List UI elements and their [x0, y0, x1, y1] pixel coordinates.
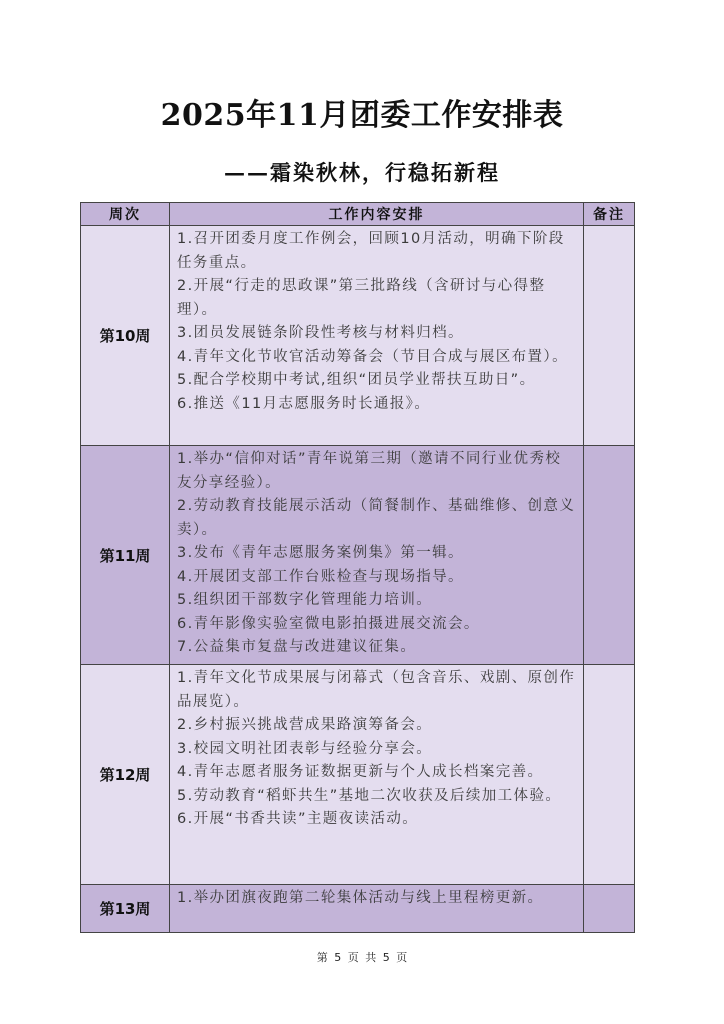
content-cell: [170, 885, 584, 933]
list-item: 2.劳动教育技能展示活动（简餐制作、基础维修、创意义卖）。: [177, 498, 576, 538]
list-item: 7.公益集市复盘与改进建议征集。: [177, 639, 417, 655]
list-item: 4.青年文化节收官活动筹备会（节目合成与展区布置）。: [177, 348, 568, 365]
table-row: [81, 226, 635, 446]
header-content: 工作内容安排: [170, 203, 584, 226]
notes-cell: [584, 446, 635, 665]
list-item: 3.发布《青年志愿服务案例集》第一辑。: [177, 545, 464, 561]
list-item: 6.推送《11月志愿服务时长通报》。: [177, 395, 431, 412]
list-item: 6.青年影像实验室微电影拍摄进展交流会。: [177, 615, 480, 632]
list-item: 3.校园文明社团表彰与经验分享会。: [177, 740, 433, 757]
table-header-row: [81, 203, 635, 226]
list-item: 5.配合学校期中考试,组织“团员学业帮扶互助日”。: [177, 372, 536, 388]
document-subtitle: ——霜染秋林，行稳拓新程: [224, 160, 500, 185]
notes-cell: [584, 226, 635, 446]
week-label: 第10周: [81, 226, 170, 446]
list-item: 2.乡村振兴挑战营成果路演筹备会。: [177, 717, 433, 733]
page-footer: 第 5 页 共 5 页: [316, 951, 408, 964]
list-item: 1.召开团委月度工作例会，回顾10月活动，明确下阶段任务重点。: [177, 231, 565, 271]
list-item: 1.举办团旗夜跑第二轮集体活动与线上里程榜更新。: [177, 890, 544, 906]
week-label: 第13周: [81, 885, 170, 933]
list-item: 5.组织团干部数字化管理能力培训。: [177, 592, 433, 608]
list-item: 4.青年志愿者服务证数据更新与个人成长档案完善。: [177, 764, 544, 780]
list-item: 1.举办“信仰对话”青年说第三期（邀请不同行业优秀校友分享经验）。: [177, 451, 562, 491]
content-cell: [170, 446, 584, 665]
list-item: 6.开展“书香共读”主题夜读活动。: [177, 811, 419, 827]
header-week: 周次: [81, 203, 170, 226]
list-item: 2.开展“行走的思政课”第三批路线（含研讨与心得整理）。: [177, 278, 546, 318]
header-notes: 备注: [584, 203, 635, 226]
table-row: [81, 665, 635, 885]
week-label: 第11周: [81, 446, 170, 665]
week-label: 第12周: [81, 665, 170, 885]
list-item: 3.团员发展链条阶段性考核与材料归档。: [177, 325, 464, 341]
table-row: [81, 446, 635, 665]
notes-cell: [584, 665, 635, 885]
notes-cell: [584, 885, 635, 933]
content-cell: [170, 226, 584, 446]
content-cell: [170, 665, 584, 885]
list-item: 1.青年文化节成果展与闭幕式（包含音乐、戏剧、原创作品展览）。: [177, 670, 576, 710]
list-item: 5.劳动教育“稻虾共生”基地二次收获及后续加工体验。: [177, 787, 562, 804]
schedule-table: [80, 202, 635, 933]
table-row: [81, 885, 635, 933]
list-item: 4.开展团支部工作台账检查与现场指导。: [177, 568, 464, 585]
document-title: 2025年11月团委工作安排表: [160, 98, 564, 133]
